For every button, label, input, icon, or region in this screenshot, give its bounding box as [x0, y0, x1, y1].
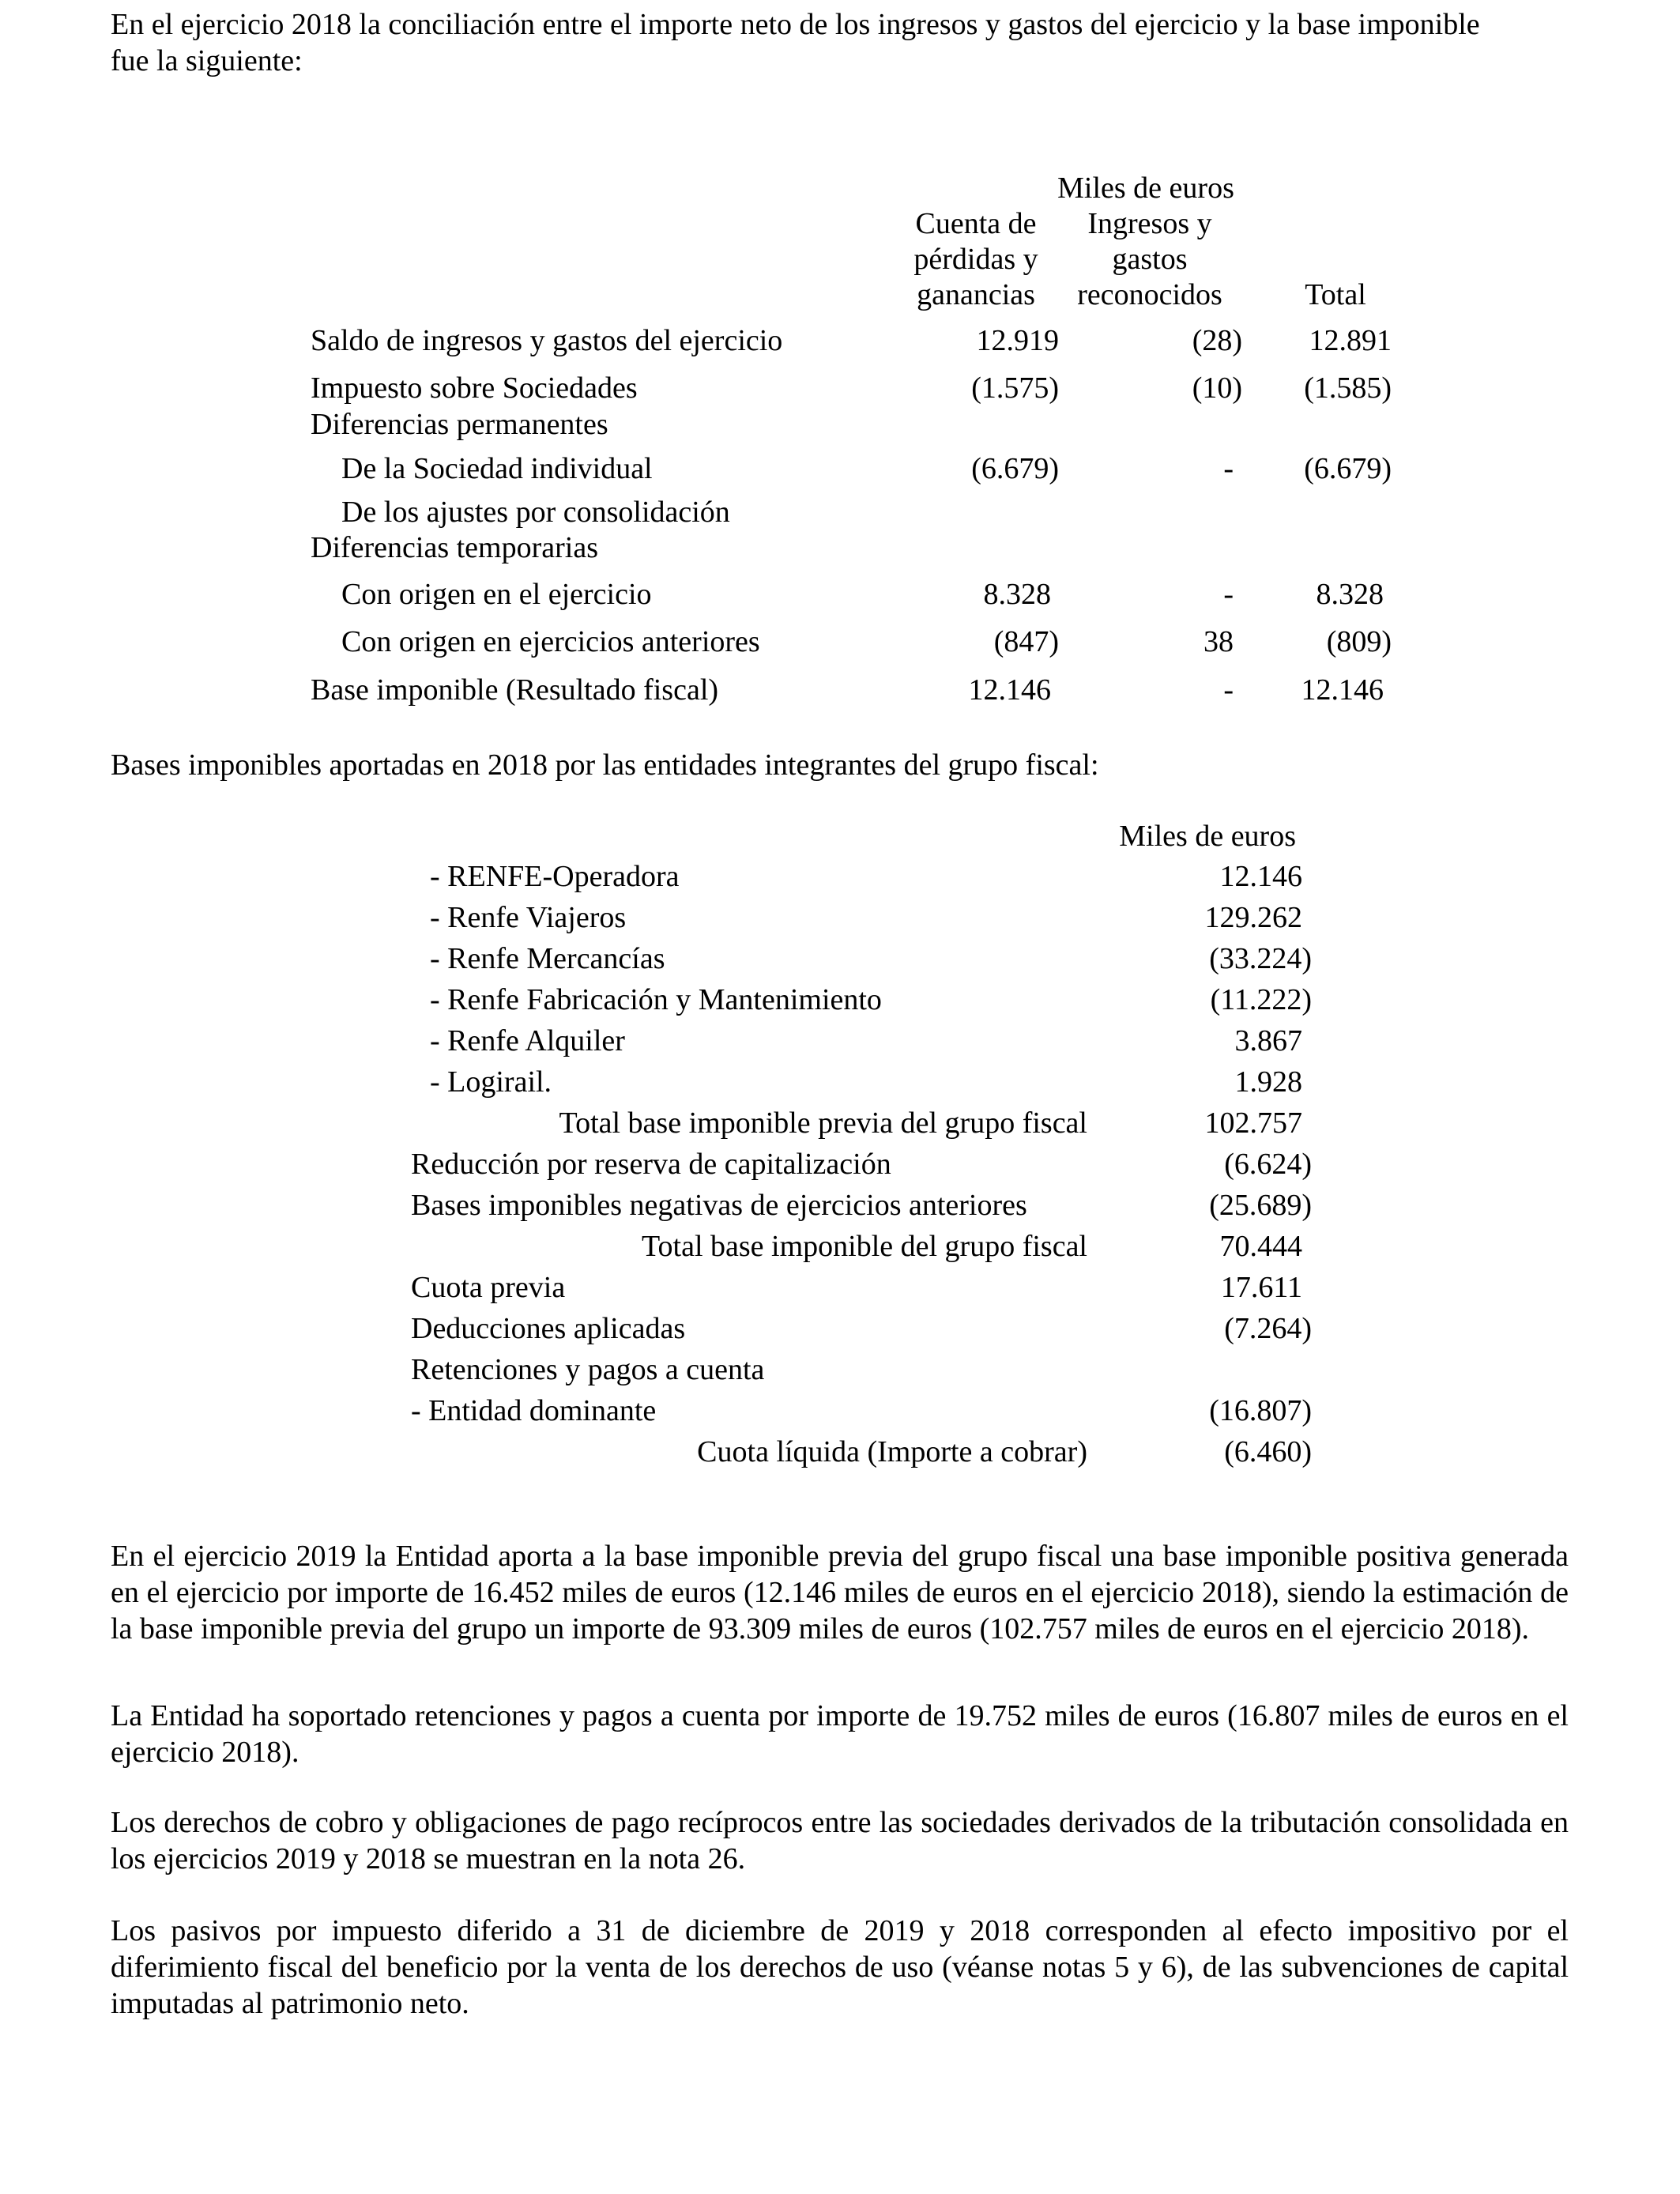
table2-header: Miles de euros: [1119, 820, 1296, 853]
table2-row-label: - Entidad dominante: [411, 1394, 657, 1427]
table1-row-v2: 38: [1203, 625, 1234, 658]
table2-row-value: 3.867: [1234, 1024, 1302, 1057]
table2-row-value: (11.222): [1210, 983, 1312, 1016]
table2-row-label: Reducción por reserva de capitalización: [411, 1148, 891, 1181]
table2-row-value: (6.624): [1224, 1148, 1312, 1181]
table2-row-label: - Renfe Alquiler: [430, 1024, 625, 1057]
table2-row-label: - Renfe Viajeros: [430, 901, 627, 934]
table2-row-label: Deducciones aplicadas: [411, 1312, 686, 1345]
table1-row-v3: 8.328: [1316, 578, 1384, 611]
body-paragraph: La Entidad ha soportado retenciones y pagos a cuenta por importe de 19.752 miles de euros (16.807 miles de euros en el ejercicio 2018).: [111, 1699, 1569, 1769]
table2-row-label: Retenciones y pagos a cuenta: [411, 1353, 765, 1386]
table1-col2-header-line2: gastos: [1112, 243, 1188, 276]
table1-header-group: Miles de euros: [1057, 172, 1234, 205]
table2-subtotal-label: Total base imponible previa del grupo fiscal: [559, 1106, 1087, 1140]
table1-row-label: Con origen en ejercicios anteriores: [341, 625, 760, 658]
table1-row-v1: (847): [993, 625, 1059, 658]
table2-row-value: 102.757: [1204, 1106, 1302, 1140]
body-paragraph: Los pasivos por impuesto diferido a 31 de diciembre de 2019 y 2018 corresponden al efecto impositivo por el diferimiento fiscal del beneficio por la venta de los derechos de uso (véanse notas 5 y 6), de las subvenciones de capital imputadas al patrimonio neto.: [111, 1914, 1569, 2020]
table1-row-v3: 12.891: [1309, 324, 1392, 357]
table2-row-label: - Renfe Fabricación y Mantenimiento: [430, 983, 882, 1016]
table2-row-value: (25.689): [1209, 1189, 1312, 1222]
table1-col1-header-line2: pérdidas y: [913, 243, 1038, 276]
table1-row-label: Con origen en el ejercicio: [341, 578, 652, 611]
table2-row-value: (7.264): [1224, 1312, 1312, 1345]
table1-row-v3: (6.679): [1304, 452, 1392, 485]
table1-row-v3: (809): [1326, 625, 1392, 658]
table2-final-label: Cuota líquida (Importe a cobrar): [697, 1435, 1087, 1468]
table1-col3-header: Total: [1305, 278, 1366, 311]
table2-total-label: Total base imponible del grupo fiscal: [641, 1230, 1087, 1263]
table2-row-value: 1.928: [1234, 1065, 1302, 1099]
table1-row-v1: (1.575): [971, 371, 1059, 405]
intro-paragraph: En el ejercicio 2018 la conciliación entre el importe neto de los ingresos y gastos del ejercicio y la base imponible fue la siguiente:: [111, 8, 1480, 77]
table2-row-label: - Renfe Mercancías: [430, 942, 665, 975]
table2-row-value: (16.807): [1209, 1394, 1312, 1427]
table1-row-v1: 12.146: [968, 673, 1051, 707]
table1-row-v2: -: [1223, 673, 1234, 707]
table2-row-label: Bases imponibles negativas de ejercicios anteriores: [411, 1189, 1027, 1222]
table2-row-value: 17.611: [1220, 1271, 1302, 1304]
body-paragraph: Los derechos de cobro y obligaciones de pago recíprocos entre las sociedades derivados de la tributación consolidada en los ejercicios 2019 y 2018 se muestran en la nota 26.: [111, 1806, 1569, 1875]
table1-row-v3: (1.585): [1304, 371, 1392, 405]
table1-row-v3: 12.146: [1301, 673, 1384, 707]
table2-row-value: (33.224): [1209, 942, 1312, 975]
table1-col2-header-line1: Ingresos y: [1087, 207, 1212, 240]
table2-row-value: 70.444: [1219, 1230, 1302, 1263]
table1-row-v2: -: [1223, 452, 1234, 485]
body-paragraph: En el ejercicio 2019 la Entidad aporta a la base imponible previa del grupo fiscal una base imponible positiva generada en el ejercicio por importe de 16.452 miles de euros (12.146 miles de euros en el ejercicio 2018), siendo la estimación de la base imponible previa del grupo un importe de 93.309 miles de euros (102.757 miles de euros en el ejercicio 2018).: [111, 1540, 1569, 1646]
table1-row-v2: (28): [1192, 324, 1242, 357]
table1-row-v1: (6.679): [971, 452, 1059, 485]
table1-col1-header-line1: Cuenta de: [915, 207, 1037, 240]
table2-row-value: 12.146: [1219, 860, 1302, 893]
table1-row-label: Diferencias permanentes: [311, 408, 608, 441]
table2-row-value: 129.262: [1204, 901, 1302, 934]
table1-row-v1: 8.328: [983, 578, 1051, 611]
table2-row-label: - RENFE-Operadora: [430, 860, 680, 893]
table1-row-label: De la Sociedad individual: [341, 452, 653, 485]
table1-row-label: Impuesto sobre Sociedades: [311, 371, 638, 405]
table1-row-label: Diferencias temporarias: [311, 531, 598, 564]
table1-row-v2: -: [1223, 578, 1234, 611]
bases-title: Bases imponibles aportadas en 2018 por las entidades integrantes del grupo fiscal:: [111, 748, 1099, 782]
table1-row-v1: 12.919: [976, 324, 1059, 357]
table2-row-label: Cuota previa: [411, 1271, 566, 1304]
table1-row-label: Base imponible (Resultado fiscal): [311, 673, 719, 707]
table2-row-value: (6.460): [1224, 1435, 1312, 1468]
table2-row-label: - Logirail.: [430, 1065, 552, 1099]
table1-col2-header-line3: reconocidos: [1077, 278, 1222, 311]
table1-row-label: De los ajustes por consolidación: [341, 496, 730, 529]
table1-col1-header-line3: ganancias: [917, 278, 1035, 311]
table1-row-label: Saldo de ingresos y gastos del ejercicio: [311, 324, 783, 357]
table1-row-v2: (10): [1192, 371, 1242, 405]
